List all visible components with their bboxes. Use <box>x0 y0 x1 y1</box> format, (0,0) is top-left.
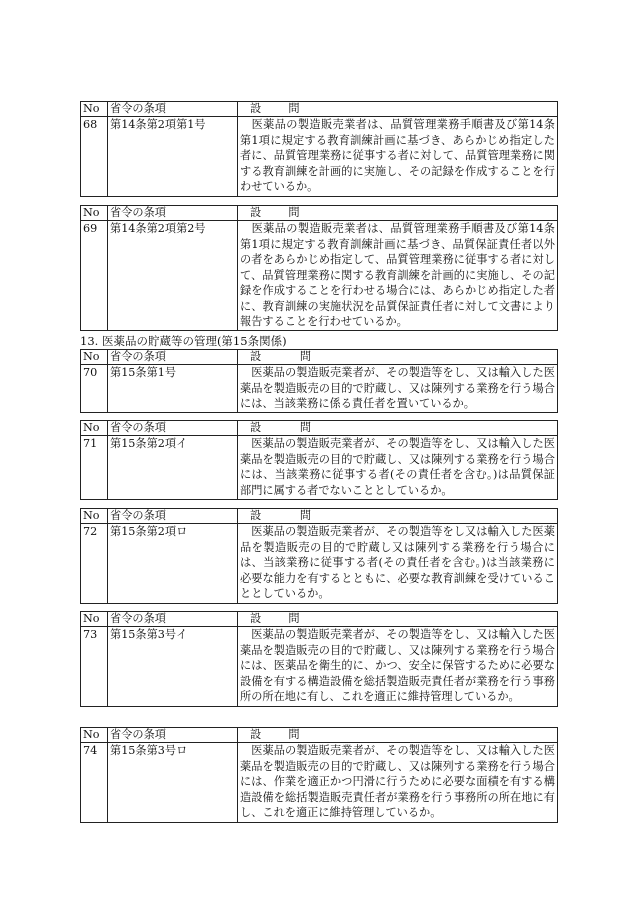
header-question: 設 問 <box>238 350 558 365</box>
header-article: 省令の条項 <box>108 350 238 365</box>
table-row <box>81 117 558 197</box>
item-article: 第14条第2項第2号 <box>108 221 238 331</box>
item-number: 74 <box>81 743 108 823</box>
checklist-item-68 <box>80 101 557 197</box>
header-question: 設 問 <box>238 728 558 743</box>
header-article: 省令の条項 <box>108 728 238 743</box>
header-no: No <box>81 728 108 743</box>
item-article: 第15条第3号イ <box>108 627 238 707</box>
checklist-item-70 <box>80 349 557 413</box>
header-no: No <box>81 421 108 436</box>
header-no: No <box>81 206 108 221</box>
item-table <box>80 508 558 604</box>
item-question: 医薬品の製造販売業者が、その製造等をし、又は輸入した医薬品を製造販売の目的で貯蔵し、又は陳列する業務を行う場合には、当該業務に従事する者(その責任者を含む。)は品質保証部門に属する者でないこととしているか。 <box>238 436 558 500</box>
table-header-row <box>81 509 558 524</box>
checklist-item-71 <box>80 420 557 500</box>
item-article: 第14条第2項第1号 <box>108 117 238 197</box>
item-table <box>80 101 558 197</box>
item-question: 医薬品の製造販売業者が、その製造等をし、又は輸入した医薬品を製造販売の目的で貯蔵し、又は陳列する業務を行う場合には、当該業務に係る責任者を置いているか。 <box>238 365 558 413</box>
checklist-item-73 <box>80 611 557 707</box>
header-article: 省令の条項 <box>108 612 238 627</box>
checklist-item-69 <box>80 205 557 331</box>
item-article: 第15条第1号 <box>108 365 238 413</box>
header-question: 設 問 <box>238 421 558 436</box>
header-no: No <box>81 612 108 627</box>
header-question: 設 問 <box>238 206 558 221</box>
header-no: No <box>81 102 108 117</box>
item-article: 第15条第3号ロ <box>108 743 238 823</box>
item-question: 医薬品の製造販売業者は、品質管理業務手順書及び第14条第1項に規定する教育訓練計画に基づき、品質保証責任者以外の者をあらかじめ指定して、品質管理業務に従事する者に対して、品質管理業務に関する教育訓練を計画的に実施し、その記録を作成することを行わせる場合には、あらかじめ指定した者に、教育訓練の実施状況を品質保証責任者に対して文書により報告することを行わせているか。 <box>238 221 558 331</box>
table-header-row <box>81 612 558 627</box>
header-question: 設 問 <box>238 102 558 117</box>
checklist-item-72 <box>80 508 557 604</box>
table-row <box>81 221 558 331</box>
item-number: 70 <box>81 365 108 413</box>
item-number: 68 <box>81 117 108 197</box>
item-article: 第15条第2項ロ <box>108 524 238 604</box>
table-row <box>81 627 558 707</box>
item-table <box>80 727 558 823</box>
table-header-row <box>81 350 558 365</box>
table-header-row <box>81 728 558 743</box>
item-table <box>80 349 558 413</box>
item-number: 73 <box>81 627 108 707</box>
item-table <box>80 611 558 707</box>
table-header-row <box>81 102 558 117</box>
table-row <box>81 524 558 604</box>
item-question: 医薬品の製造販売業者が、その製造等をし又は輸入した医薬品を製造販売の目的で貯蔵し又は陳列する業務を行う場合には、当該業務に従事する者(その責任者を含む。)は当該業務に必要な能力を有するとともに、必要な教育訓練を受けていることとしているか。 <box>238 524 558 604</box>
item-question: 医薬品の製造販売業者は、品質管理業務手順書及び第14条第1項に規定する教育訓練計画に基づき、あらかじめ指定した者に、品質管理業務に従事する者に対して、品質管理業務に関する教育訓練を計画的に実施し、その記録を作成することを行わせているか。 <box>238 117 558 197</box>
table-row <box>81 743 558 823</box>
item-table <box>80 420 558 500</box>
table-header-row <box>81 206 558 221</box>
header-article: 省令の条項 <box>108 206 238 221</box>
item-number: 72 <box>81 524 108 604</box>
header-no: No <box>81 350 108 365</box>
item-number: 71 <box>81 436 108 500</box>
checklist-item-74 <box>80 727 557 823</box>
header-article: 省令の条項 <box>108 421 238 436</box>
header-article: 省令の条項 <box>108 102 238 117</box>
item-table <box>80 205 558 331</box>
header-no: No <box>81 509 108 524</box>
header-question: 設 問 <box>238 509 558 524</box>
header-article: 省令の条項 <box>108 509 238 524</box>
section-title: 13. 医薬品の貯蔵等の管理(第15条関係) <box>80 334 287 348</box>
item-article: 第15条第2項イ <box>108 436 238 500</box>
item-question: 医薬品の製造販売業者が、その製造等をし、又は輸入した医薬品を製造販売の目的で貯蔵し、又は陳列する業務を行う場合には、医薬品を衛生的に、かつ、安全に保管するために必要な設備を有する構造設備を総括製造販売責任者が業務を行う事務所の所在地に有し、これを適正に維持管理しているか。 <box>238 627 558 707</box>
item-question: 医薬品の製造販売業者が、その製造等をし、又は輸入した医薬品を製造販売の目的で貯蔵し、又は陳列する業務を行う場合には、作業を適正かつ円滑に行うために必要な面積を有する構造設備を総括製造販売責任者が業務を行う事務所の所在地に有し、これを適正に維持管理しているか。 <box>238 743 558 823</box>
table-row <box>81 365 558 413</box>
header-question: 設 問 <box>238 612 558 627</box>
table-row <box>81 436 558 500</box>
table-header-row <box>81 421 558 436</box>
item-number: 69 <box>81 221 108 331</box>
